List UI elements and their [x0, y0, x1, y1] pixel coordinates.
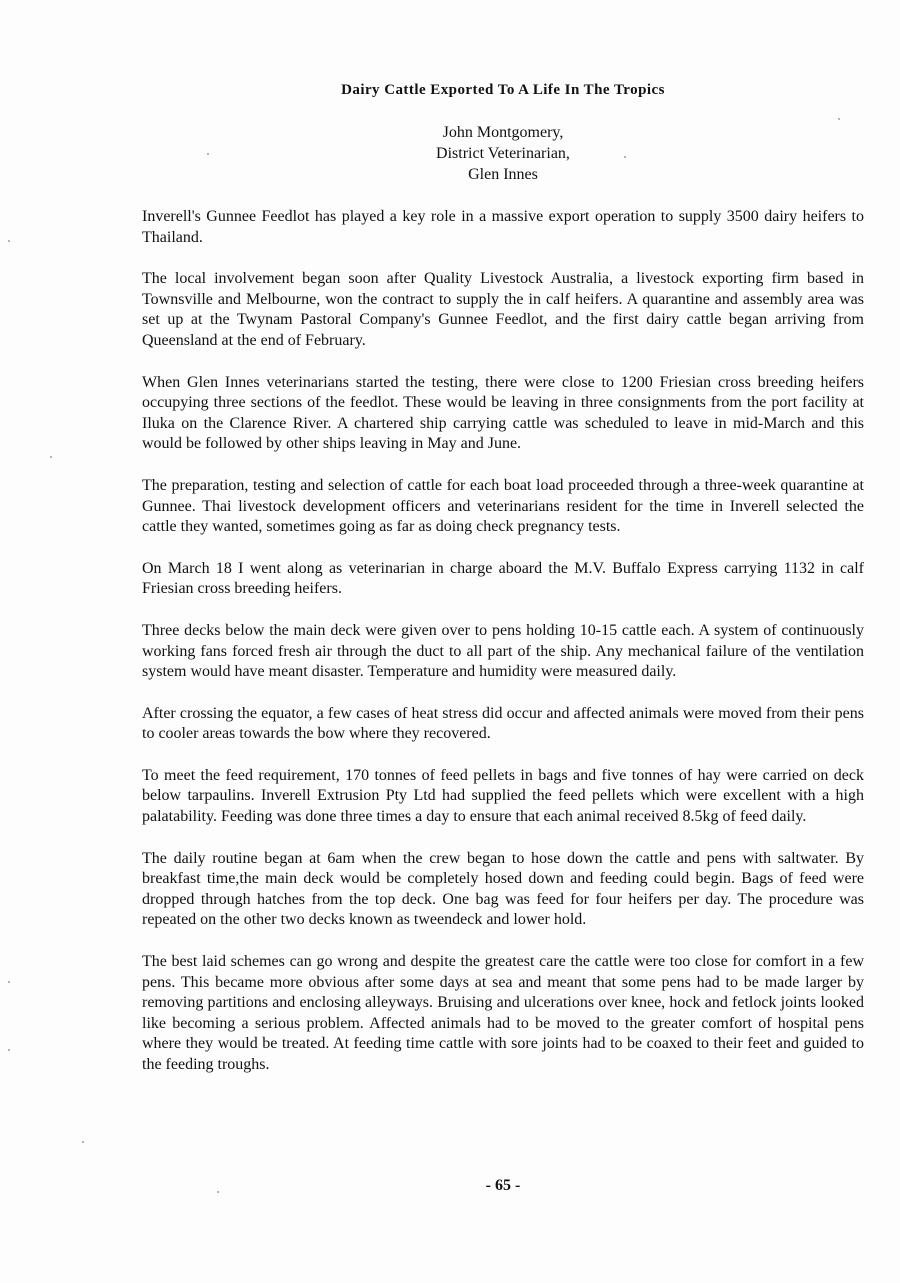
- paragraph: On March 18 I went along as veterinarian in charge aboard the M.V. Buffalo Express carrying 1132 in calf Friesian cross breeding heifers.: [142, 559, 864, 598]
- paragraph: The daily routine began at 6am when the crew began to hose down the cattle and pens with saltwater. By breakfast time,the main deck would be completely hosed down and feeding could begin. Bags of feed were dropped through hatches from the top deck. One bag was feed for four heifers per day. The procedure was repeated on the other two decks known as tweendeck and lower hold.: [142, 849, 864, 929]
- author-name: John Montgomery,: [442, 124, 564, 141]
- scan-speck: [207, 153, 209, 155]
- author-role: District Veterinarian,: [436, 145, 570, 162]
- scan-speck: [82, 1141, 84, 1143]
- scan-speck: [8, 981, 10, 983]
- paragraph: When Glen Innes veterinarians started the testing, there were close to 1200 Friesian cross breeding heifers occupying three sections of the feedlot. These would be leaving in three consignments from the port facility at Iluka on the Clarence River. A chartered ship carrying cattle was scheduled to leave in mid-March and this would be followed by other ships leaving in May and June.: [142, 373, 864, 453]
- article-body: [142, 207, 864, 1097]
- paragraph: To meet the feed requirement, 170 tonnes of feed pellets in bags and five tonnes of hay were carried on deck below tarpaulins. Inverell Extrusion Pty Ltd had supplied the feed pellets which were excellent with a high palatability. Feeding was done three times a day to ensure that each animal received 8.5kg of feed daily.: [142, 766, 864, 826]
- author-byline: [142, 122, 864, 185]
- scan-speck: [217, 1191, 219, 1193]
- scan-speck: [838, 118, 840, 120]
- paragraph: Three decks below the main deck were given over to pens holding 10-15 cattle each. A system of continuously working fans forced fresh air through the duct to all part of the ship. Any mechanical failure of the ventilation system would have meant disaster. Temperature and humidity were measured daily.: [142, 621, 864, 681]
- scan-speck: [624, 156, 626, 158]
- paragraph: The preparation, testing and selection of cattle for each boat load proceeded through a three-week quarantine at Gunnee. Thai livestock development officers and veterinarians resident for the time in Inverell selected the cattle they wanted, sometimes going as far as doing check pregnancy tests.: [142, 476, 864, 536]
- article-title: Dairy Cattle Exported To A Life In The Tropics: [341, 82, 665, 98]
- paragraph: The local involvement began soon after Quality Livestock Australia, a livestock exporting firm based in Townsville and Melbourne, won the contract to supply the in calf heifers. A quarantine and assembly area was set up at the Twynam Pastoral Company's Gunnee Feedlot, and the first dairy cattle began arriving from Queensland at the end of February.: [142, 270, 864, 349]
- paragraph: After crossing the equator, a few cases of heat stress did occur and affected animals were moved from their pens to cooler areas towards the bow where they recovered.: [142, 704, 864, 743]
- paragraph: Inverell's Gunnee Feedlot has played a key role in a massive export operation to supply 3500 dairy heifers to Thailand.: [142, 208, 864, 246]
- scan-speck: [50, 456, 52, 458]
- scan-speck: [8, 1049, 10, 1051]
- scan-speck: [8, 240, 10, 242]
- author-location: Glen Innes: [468, 166, 538, 183]
- paragraph: The best laid schemes can go wrong and despite the greatest care the cattle were too close for comfort in a few pens. This became more obvious after some days at sea and meant that some pens had to be made larger by removing partitions and enclosing alleyways. Bruising and ulcerations over knee, hock and fetlock joints looked like becoming a serious problem. Affected animals had to be moved to the greater comfort of hospital pens where they would be treated. At feeding time cattle with sore joints had to be coaxed to their feet and guided to the feeding troughs.: [142, 953, 864, 1073]
- page-number: - 65 -: [485, 1177, 521, 1194]
